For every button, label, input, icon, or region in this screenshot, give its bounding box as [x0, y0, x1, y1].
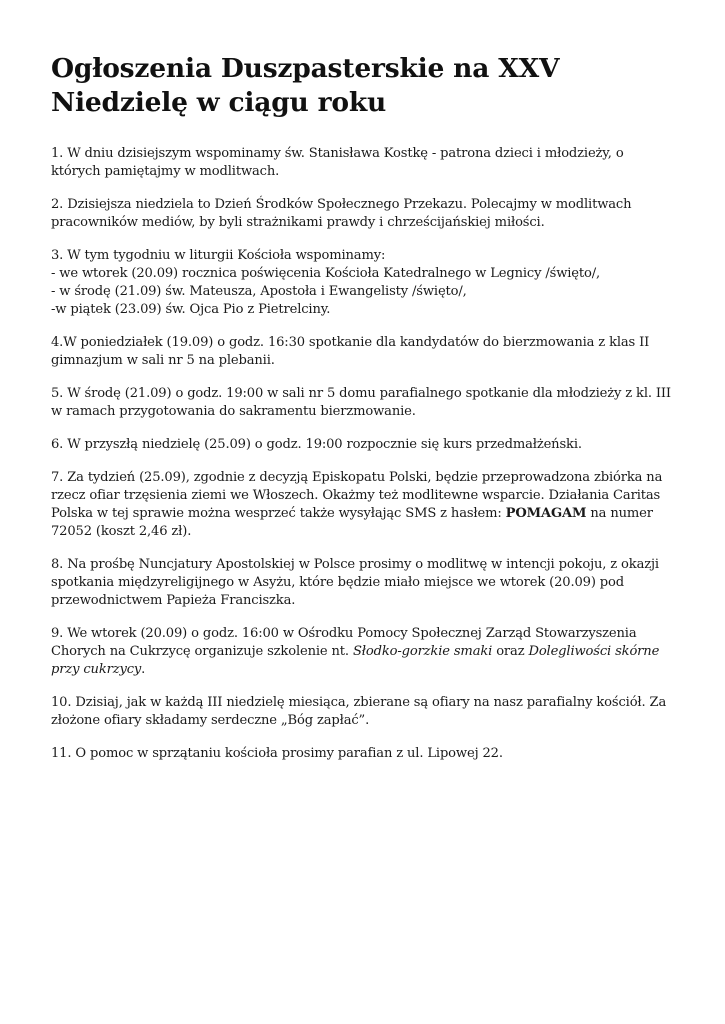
announcement-3-intro: 3. W tym tygodniu w liturgii Kościoła wspominamy: [51, 248, 386, 263]
announcement-11: 11. O pomoc w sprzątaniu kościoła prosimy parafian z ul. Lipowej 22. [51, 746, 503, 761]
announcement-7-text-end: na numer 72052 (koszt 2,46 zł). [51, 506, 653, 539]
announcement-7 [51, 469, 676, 541]
sms-keyword: POMAGAM [505, 506, 587, 521]
page-title: Ogłoszenia Duszpasterskie na XXV Niedzielę w ciągu roku [51, 53, 560, 118]
training-topic-1: Słodko-gorzkie smaki [352, 644, 493, 659]
announcement-9 [51, 625, 676, 679]
announcement-2: 2. Dzisiejsza niedziela to Dzień Środków Społecznego Przekazu. Polecajmy w modlitwach pracowników mediów, by byli strażnikami prawdy i chrześcijańskiej miłości. [51, 197, 632, 230]
announcement-9-text-end: . [141, 662, 146, 677]
announcement-7-text: 7. Za tydzień (25.09), zgodnie z decyzją Episkopatu Polski, będzie przeprowadzona zbiórka na rzecz ofiar trzęsienia ziemi we Włoszech. Okażmy też modlitewne wsparcie. Działania Caritas Polska w tej sprawie można wesprzeć także wysyłając SMS z hasłem: [51, 470, 663, 521]
announcement-3 [51, 247, 676, 319]
announcement-4: 4.W poniedziałek (19.09) o godz. 16:30 spotkanie dla kandydatów do bierzmowania z klas II gimnazjum w sali nr 5 na plebanii. [51, 335, 650, 368]
announcement-3-line-3: -w piątek (23.09) św. Ojca Pio z Pietrelciny. [51, 302, 331, 317]
announcement-9-text: 9. We wtorek (20.09) o godz. 16:00 w Ośrodku Pomocy Społecznej Zarząd Stowarzyszenia Chorych na Cukrzycę organizuje szkolenie nt. [51, 626, 637, 659]
announcement-8: 8. Na prośbę Nuncjatury Apostolskiej w Polsce prosimy o modlitwę w intencji pokoju, z okazji spotkania międzyreligijnego w Asyżu, które będzie miało miejsce we wtorek (20.09) pod przewodnictwem Papieża Franciszka. [51, 557, 659, 608]
announcement-10: 10. Dzisiaj, jak w każdą III niedzielę miesiąca, zbierane są ofiary na nasz parafialny kościół. Za złożone ofiary składamy serdeczne „Bóg zapłać”. [51, 695, 667, 728]
announcement-1: 1. W dniu dzisiejszym wspominamy św. Stanisława Kostkę - patrona dzieci i młodzieży, o których pamiętajmy w modlitwach. [51, 146, 624, 179]
training-topic-2: Dolegliwości skórne przy cukrzycy [51, 644, 660, 677]
announcement-6: 6. W przyszłą niedzielę (25.09) o godz. 19:00 rozpocznie się kurs przedmałżeński. [51, 437, 582, 452]
announcement-9-conjunction: oraz [492, 644, 529, 659]
announcement-5: 5. W środę (21.09) o godz. 19:00 w sali nr 5 domu parafialnego spotkanie dla młodzieży z kl. III w ramach przygotowania do sakramentu bierzmowanie. [51, 386, 671, 419]
document-page [51, 52, 676, 778]
announcement-3-line-1: - we wtorek (20.09) rocznica poświęcenia Kościoła Katedralnego w Legnicy /święto/, [51, 266, 601, 281]
announcement-3-line-2: - w środę (21.09) św. Mateusza, Apostoła i Ewangelisty /święto/, [51, 284, 467, 299]
